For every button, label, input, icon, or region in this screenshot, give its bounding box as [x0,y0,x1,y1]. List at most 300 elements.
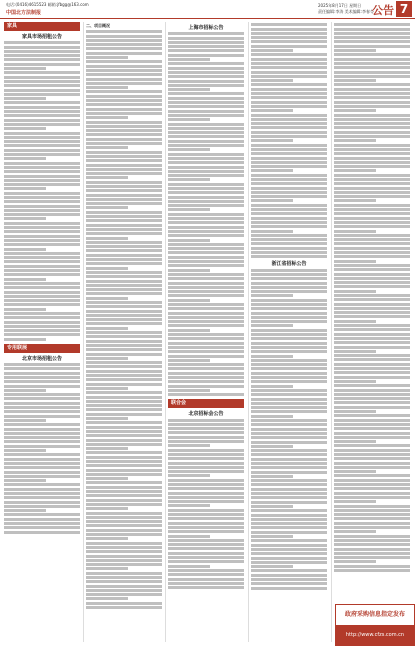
text-line [334,187,410,190]
text-line [4,419,46,422]
text-line [86,555,162,558]
text-line [168,118,210,121]
text-line [168,474,210,477]
text-line [4,200,80,203]
text-line [334,40,410,43]
text-line [251,552,327,555]
text-line [334,436,410,439]
text-line [168,342,244,345]
text-line [251,294,293,297]
text-line [251,505,293,508]
text-line [4,196,80,199]
text-line [4,166,80,169]
text-line [334,49,376,52]
text-line [168,135,244,138]
column-4 [251,22,327,642]
text-line [86,512,162,515]
text-line [86,361,162,364]
text-line [4,119,80,122]
text-line [251,238,327,241]
text-line [251,402,327,405]
text-line [168,269,210,272]
text-line [334,251,410,254]
text-line [4,114,80,117]
text-line [86,486,162,489]
text-line [168,75,244,78]
text-line [86,391,162,394]
text-line [168,500,244,503]
text-line [334,195,410,198]
text-line [334,548,410,551]
text-line [251,539,327,542]
text-line [251,230,293,233]
text-line [86,133,162,136]
text-line [4,123,80,126]
text-line [251,337,327,340]
text-line [334,255,410,258]
text-line [168,148,210,151]
text-line [251,148,327,151]
text-line [4,338,46,341]
text-line [86,275,162,278]
text-line [334,380,376,383]
text-line [251,221,327,224]
text-line [86,593,162,596]
text-line [4,213,80,216]
text-line [251,199,293,202]
text-line [334,45,410,48]
text-line [86,507,128,510]
text-line [4,453,80,456]
text-line [334,71,410,74]
text-line [334,307,410,310]
text-line [4,127,46,130]
text-line [251,501,327,504]
text-line [168,239,210,242]
text-line [334,315,410,318]
text-line [251,312,327,315]
text-line [168,496,244,499]
text-line [4,376,80,379]
ad-banner[interactable] [335,604,415,646]
text-line [168,389,210,392]
text-line [251,174,327,177]
text-line [4,144,80,147]
text-line [4,389,46,392]
text-line [334,122,410,125]
text-line [4,183,80,186]
text-line [4,106,80,109]
text-line [168,286,244,289]
text-line [251,109,293,112]
text-line [86,327,128,330]
text-line [251,62,327,65]
text-line [334,389,410,392]
text-line [4,265,80,268]
text-line [334,118,410,121]
text-line [86,202,162,205]
text-line [334,114,410,117]
text-line [334,281,410,284]
text-line [4,46,80,49]
text-line [86,228,162,231]
text-line [251,393,327,396]
text-line [334,96,410,99]
text-line [168,191,244,194]
text-line [86,413,162,416]
text-line [251,282,327,285]
text-line [168,385,244,388]
text-line [86,232,162,235]
text-line [334,333,410,336]
text-line [4,312,80,315]
text-line [4,187,46,190]
text-line [168,492,244,495]
text-line [334,290,376,293]
text-line [168,350,244,353]
text-line [334,358,410,361]
text-line [334,152,410,155]
text-line [251,329,327,332]
text-line [334,341,410,344]
text-line [251,565,293,568]
text-line [251,135,327,138]
text-line [168,517,244,520]
text-line [86,30,162,33]
text-line [86,357,128,360]
text-line [168,504,210,507]
text-line [251,372,327,375]
text-line [334,401,410,404]
text-line [334,526,410,529]
text-line [334,419,410,422]
text-line [4,205,80,208]
text-line [4,363,80,366]
text-line [86,546,162,549]
text-line [86,297,128,300]
text-line [4,440,80,443]
text-line [86,520,162,523]
text-line [334,535,410,538]
text-line [4,479,46,482]
text-line [4,110,80,113]
text-line [168,174,244,177]
text-line [168,453,244,456]
text-line [334,23,410,26]
text-line [86,176,128,179]
text-line [334,174,410,177]
text-line [4,458,80,461]
text-line [334,492,410,495]
text-line [168,449,244,452]
text-line [86,576,162,579]
text-line [251,36,327,39]
text-line [334,320,376,323]
text-line [86,585,162,588]
text-line [86,241,162,244]
text-line [251,479,327,482]
text-line [334,126,410,129]
text-line [168,547,244,550]
text-line [251,316,327,319]
text-line [251,79,293,82]
text-line [334,414,410,417]
text-line [251,303,327,306]
text-line [4,509,46,512]
text-line [86,78,162,81]
text-line [86,542,162,545]
notice-title-3: 北京招标会公告 [188,411,224,418]
text-line [251,118,327,121]
text-line [86,408,162,411]
text-line [334,199,376,202]
text-line [86,443,162,446]
text-line [334,268,410,271]
text-line [334,234,410,237]
text-line [168,67,244,70]
text-line [251,535,293,538]
text-line [168,256,244,259]
text-line [4,269,80,272]
text-line [4,505,80,508]
text-line [4,367,80,370]
text-line [86,82,162,85]
text-line [168,140,244,143]
text-line [251,277,327,280]
text-line [168,530,244,533]
text-line [168,487,244,490]
text-line [334,294,410,297]
column-2 [86,22,162,642]
text-line [86,344,162,347]
text-line [334,260,376,263]
text-line [4,149,80,152]
text-line [168,457,244,460]
text-line [168,436,244,439]
text-line [4,445,80,448]
text-line [251,255,327,258]
text-line [4,84,80,87]
text-line [334,522,410,525]
text-line [4,513,80,516]
text-line [251,71,327,74]
text-line [86,430,162,433]
text-line [168,316,244,319]
text-line [251,398,327,401]
text-line [86,108,162,111]
text-line [168,97,244,100]
notice-subtitle: 二、项目概况 [86,23,110,28]
text-line [334,247,410,250]
text-line [4,329,80,332]
text-line [86,301,162,304]
text-line [251,286,327,289]
text-line [251,548,327,551]
text-line [168,37,244,40]
text-line [334,337,410,340]
text-line [4,230,80,233]
text-line [251,483,327,486]
text-line [168,363,244,366]
text-line [334,28,410,31]
text-line [168,277,244,280]
text-line [86,529,162,532]
text-line [168,324,244,327]
text-line [86,563,162,566]
text-line [86,39,162,42]
text-line [4,170,80,173]
text-line [4,248,46,251]
text-line [168,329,210,332]
text-line [251,307,327,310]
text-line [4,260,80,263]
text-line [251,187,327,190]
text-line [86,464,162,467]
text-line [334,354,410,357]
text-line [168,54,244,57]
text-line [334,182,410,185]
notice-title: 上海市招标公告 [188,25,224,31]
text-line [251,587,327,590]
text-line [334,238,410,241]
text-line [168,282,244,285]
text-line [86,580,162,583]
text-line [168,273,244,276]
text-line [251,389,327,392]
text-line [86,322,162,325]
text-line [251,45,327,48]
text-line [86,155,162,158]
text-line [4,428,80,431]
text-line [251,544,327,547]
text-line [334,36,410,39]
text-line [86,56,128,59]
text-line [251,574,327,577]
text-line [4,93,80,96]
text-line [4,153,80,156]
text-line [334,161,410,164]
text-line [168,423,244,426]
text-line [86,400,162,403]
text-line [86,125,162,128]
text-line [168,62,244,65]
text-line [251,346,327,349]
text-line [251,557,327,560]
text-line [86,481,162,484]
text-line [168,157,244,160]
text-line [168,144,244,147]
text-line [251,234,327,237]
text-line [334,225,410,228]
text-line [334,285,410,288]
text-line [168,260,244,263]
text-line [86,121,162,124]
text-line [86,524,162,527]
text-line [334,457,410,460]
text-line [4,76,80,79]
text-line [4,282,80,285]
text-line [86,331,162,334]
text-line [251,445,293,448]
text-line [334,109,376,112]
text-line [86,86,128,89]
text-line [4,449,46,452]
text-line [251,208,327,211]
text-line [168,380,244,383]
text-line [251,242,327,245]
text-line [251,436,327,439]
text-line [4,303,80,306]
text-line [4,321,80,324]
text-line [86,151,162,154]
text-line [168,123,244,126]
text-line [4,531,80,534]
text-line [251,419,327,422]
text-line [4,286,80,289]
text-line [334,298,410,301]
text-line [251,522,327,525]
text-line [86,559,162,562]
text-line [86,95,162,98]
text-line [86,494,162,497]
text-line [86,206,128,209]
text-line [251,53,327,56]
text-line [251,441,327,444]
text-line [334,384,410,387]
text-line [86,439,162,442]
text-line [334,178,410,181]
text-line [251,212,327,215]
text-line [86,52,162,55]
text-line [251,161,327,164]
text-line [4,58,80,61]
text-line [251,191,327,194]
text-line [86,181,162,184]
text-line [168,183,244,186]
text-line [334,88,410,91]
text-line [168,427,244,430]
text-line [334,397,410,400]
text-line [4,372,80,375]
text-line [86,99,162,102]
text-line [251,514,327,517]
text-line [334,242,410,245]
text-line [4,415,80,418]
text-line [334,444,410,447]
text-line [168,586,244,589]
text-line [86,374,162,377]
text-line [86,164,162,167]
text-line [251,488,327,491]
text-line [86,318,162,321]
text-line [334,474,410,477]
text-line [86,602,162,605]
text-line [86,387,128,390]
text-line [86,305,162,308]
text-line [4,101,80,104]
text-line [168,58,210,61]
text-line [334,556,410,559]
text-line [86,142,162,145]
text-line [334,569,410,572]
text-line [86,503,162,506]
text-line [4,410,80,413]
text-line [334,513,410,516]
text-line [168,522,244,525]
text-line [4,316,80,319]
text-line [168,264,244,267]
text-line [334,539,410,542]
